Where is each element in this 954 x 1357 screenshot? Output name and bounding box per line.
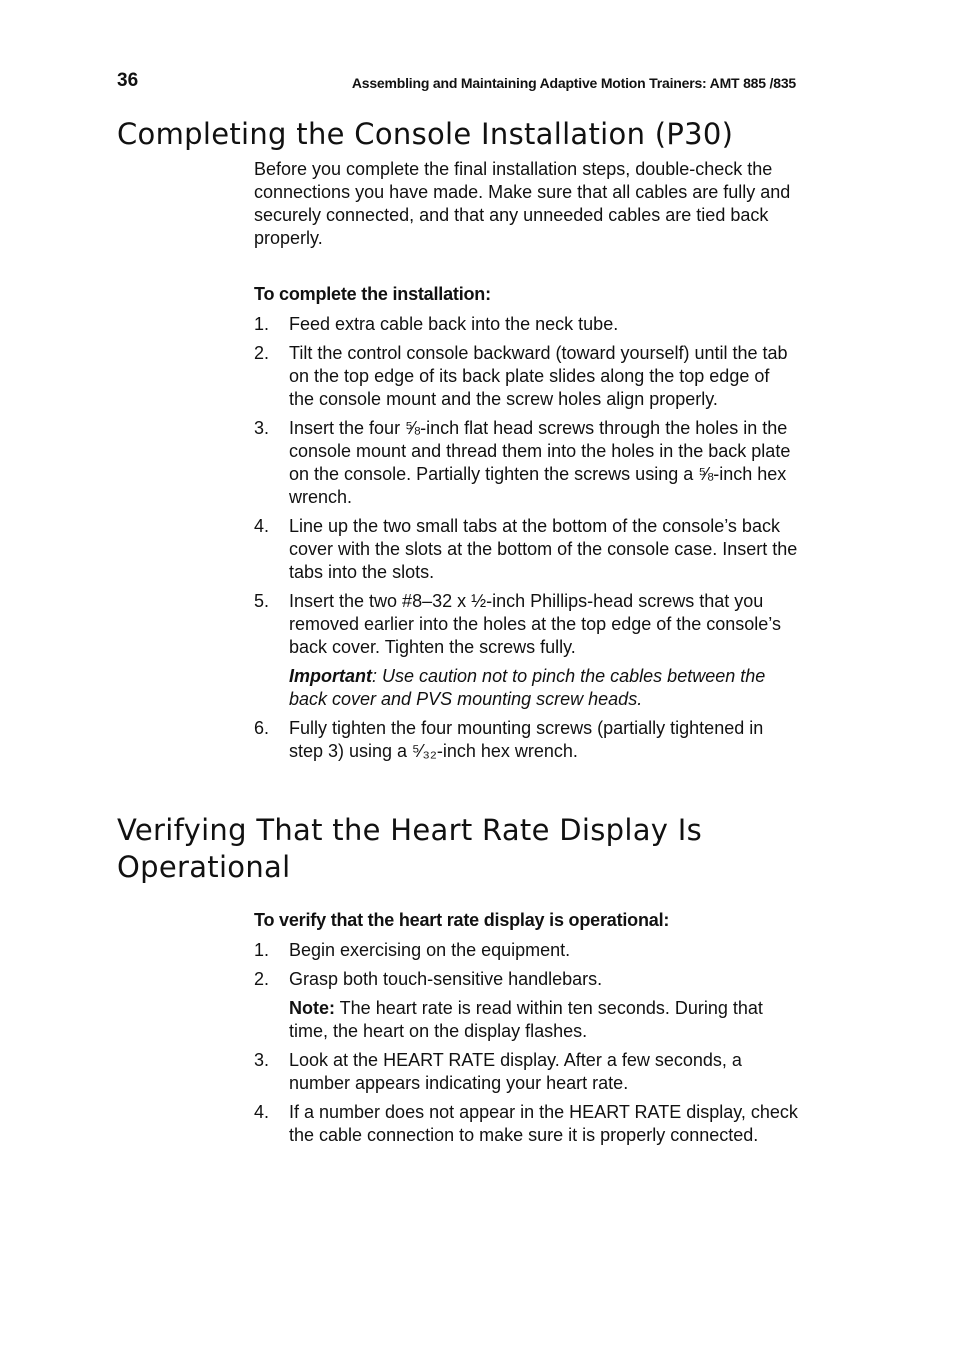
- step-text: Feed extra cable back into the neck tube.: [289, 314, 619, 334]
- step-text: Insert the two #8–32 x ½-inch Phillips-head screws that you removed earlier into the holes at the top edge of the console’s back cover. Tighten the screws fully.: [289, 591, 781, 657]
- note-text: : Use caution not to pinch the cables between the back cover and PVS mounting screw heads.: [289, 666, 766, 709]
- step-number: 3.: [254, 418, 270, 438]
- section-title-console-installation: Completing the Console Installation (P30): [117, 117, 734, 151]
- step-number: 5.: [254, 591, 270, 611]
- step-number: 4.: [254, 516, 270, 536]
- note-text: The heart rate is read within ten seconds. During that time, the heart on the display flashes.: [289, 998, 763, 1041]
- step-text: Line up the two small tabs at the bottom of the console’s back cover with the slots at the bottom of the console case. Insert the tabs into the slots.: [289, 516, 798, 582]
- step-text: Tilt the control console backward (toward yourself) until the tab on the top edge of its back plate slides along the top edge of the console mount and the screw holes align properly.: [289, 343, 788, 409]
- procedure-heading: To complete the installation:: [254, 284, 491, 304]
- step-number: 6.: [254, 718, 270, 738]
- list-item: [254, 417, 799, 509]
- list-item: [254, 1049, 799, 1095]
- steps-list: [254, 939, 799, 1147]
- list-item: [254, 515, 799, 584]
- step-number: 2.: [254, 343, 270, 363]
- step-number: 1.: [254, 940, 270, 960]
- list-item: [254, 1101, 799, 1147]
- step-number: 4.: [254, 1102, 270, 1122]
- step-text: Fully tighten the four mounting screws (partially tightened in step 3) using a ⁵⁄₃₂-inch hex wrench.: [289, 718, 764, 761]
- page-number: 36: [117, 70, 139, 91]
- list-item: [254, 342, 799, 411]
- section-title-heart-rate: Verifying That the Heart Rate Display Is Operational: [117, 813, 703, 884]
- note-label: Note:: [289, 998, 335, 1018]
- list-item: [254, 968, 799, 1043]
- step-text: Begin exercising on the equipment.: [289, 940, 571, 960]
- list-item: [254, 590, 799, 711]
- list-item: [254, 939, 799, 962]
- important-note: [289, 665, 799, 711]
- list-item: [254, 313, 799, 336]
- step-text: Grasp both touch-sensitive handlebars.: [289, 969, 603, 989]
- intro-paragraph: Before you complete the final installation steps, double-check the connections you have made. Make sure that all cables are fully and securely connected, and that any unneeded cables are tied back properly.: [254, 159, 791, 248]
- step-text: Look at the HEART RATE display. After a few seconds, a number appears indicating your heart rate.: [289, 1050, 742, 1093]
- note-label: Important: [289, 666, 372, 686]
- section-heart-rate: [254, 909, 799, 1153]
- step-text: Insert the four ⅝-inch flat head screws through the holes in the console mount and thread them into the holes in the back plate on the console. Partially tighten the screws using a ⅝-inch hex wrench.: [289, 418, 791, 507]
- list-item: [254, 717, 799, 763]
- running-head: Assembling and Maintaining Adaptive Motion Trainers: AMT 885 /835: [351, 75, 796, 91]
- section-console-installation: [254, 158, 799, 769]
- step-number: 3.: [254, 1050, 270, 1070]
- procedure-heading: To verify that the heart rate display is operational:: [254, 910, 670, 930]
- note: [289, 997, 799, 1043]
- step-text: If a number does not appear in the HEART RATE display, check the cable connection to make sure it is properly connected.: [289, 1102, 798, 1145]
- steps-list: [254, 313, 799, 763]
- step-number: 2.: [254, 969, 270, 989]
- step-number: 1.: [254, 314, 270, 334]
